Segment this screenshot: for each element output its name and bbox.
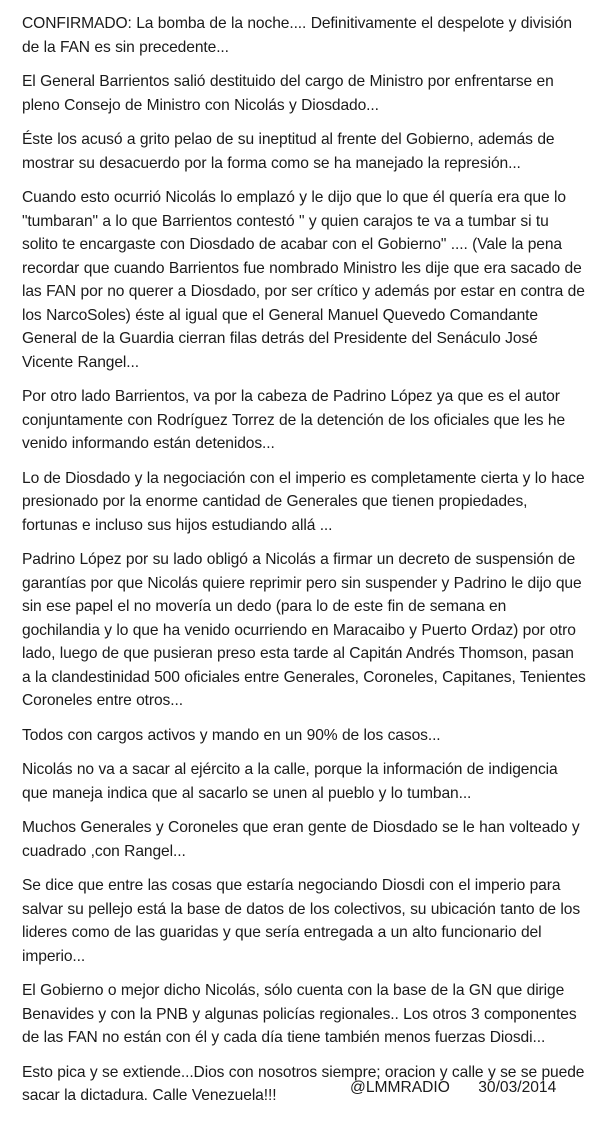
signature-line — [350, 1076, 556, 1099]
paragraph-8: Todos con cargos activos y mando en un 90% de los casos... — [22, 726, 441, 744]
paragraph-3: Éste los acusó a grito pelao de su ineptitud al frente del Gobierno, además de mostrar su desacuerdo por la forma como se ha manejado la represión... — [22, 131, 555, 172]
author-handle: @LMMRADIO — [350, 1079, 450, 1096]
paragraph-1: CONFIRMADO: La bomba de la noche.... Definitivamente el despelote y división de la FAN es sin precedente... — [22, 15, 572, 56]
paragraph-11: Se dice que entre las cosas que estaría negociando Diosdi con el imperio para salvar su pellejo está la base de datos de los colectivos, su ubicación tanto de los lideres como de las guaridas y que sería entregada a un alto funcionario del imperio... — [22, 877, 581, 965]
paragraph-12: El Gobierno o mejor dicho Nicolás, sólo cuenta con la base de la GN que dirige Benavides y con la PNB y algunas policías regionales.. Los otros 3 componentes de las FAN no están con él y cada día tiene también menos fuerzas Diosdi... — [22, 982, 577, 1046]
paragraph-6: Lo de Diosdado y la negociación con el imperio es completamente cierta y lo hace presionado por la enorme cantidad de Generales que tienen propiedades, fortunas e incluso sus hijos estudiando allá ... — [22, 469, 585, 534]
post-date: 30/03/2014 — [478, 1079, 557, 1096]
paragraph-4: Cuando esto ocurrió Nicolás lo emplazó y le dijo que lo que él quería era que lo "tumbaran" a lo que Barrientos contestó " y quien carajos te va a tumbar si tu solito te encargaste con Diosdado de acabar con el Gobierno" .... (Vale la pena recordar que cuando Barrientos fue nombrado Ministro les dije que era sacado de las FAN por no querer a Diosdado, por ser crítico y además por estar en contra de los NarcoSoles) éste al igual que el General Manuel Quevedo Comandante General de la Guardia cierran filas detrás del Presidente del Senáculo José Vicente Rangel... — [22, 189, 585, 371]
paragraph-5: Por otro lado Barrientos, va por la cabeza de Padrino López ya que es el autor conjuntamente con Rodríguez Torrez de la detención de los oficiales que les he venido informando están detenidos... — [22, 388, 566, 452]
paragraph-2: El General Barrientos salió destituido del cargo de Ministro por enfrentarse en pleno Consejo de Ministro con Nicolás y Diosdado... — [22, 73, 554, 114]
paragraph-9: Nicolás no va a sacar al ejército a la calle, porque la información de indigencia que maneja indica que al sacarlo se unen al pueblo y lo tumban... — [22, 761, 558, 802]
paragraph-10: Muchos Generales y Coroneles que eran gente de Diosdado se le han volteado y cuadrado ,con Rangel... — [22, 819, 580, 860]
paragraph-7: Padrino López por su lado obligó a Nicolás a firmar un decreto de suspensión de garantías por que Nicolás quiere reprimir pero sin suspender y Padrino le dijo que sin ese papel el no movería un dedo (para lo de este fin de semana en gochilandia y lo que ha venido ocurriendo en Maracaibo y Puerto Ordaz) por otro lado, luego de que pusieran preso esta tarde al Capitán Andrés Thomson, pasan a la clandestinidad 500 oficiales entre Generales, Coroneles, Capitanes, Tenientes Coroneles entre otros... — [22, 551, 586, 709]
paragraph-13: Esto pica y se extiende...Dios con nosotros siempre; oracion y calle y se se puede sacar la dictadura. Calle Venezuela!!! — [22, 1063, 585, 1104]
